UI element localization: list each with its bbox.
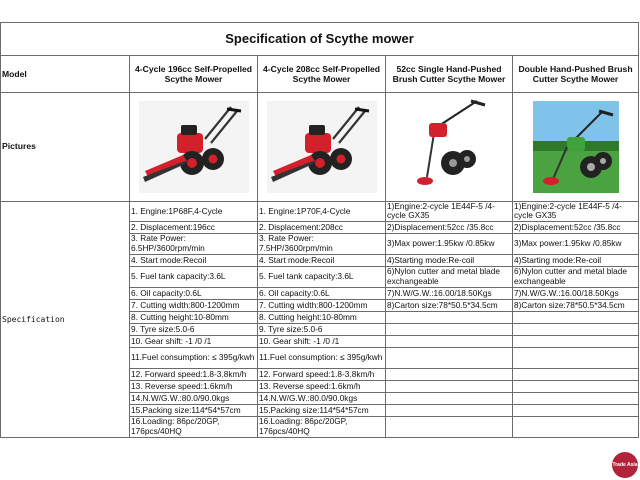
spec-cell: 4)Starting mode:Re-coil xyxy=(386,254,513,266)
brush-cutter-scythe-picture xyxy=(407,97,491,197)
spec-cell: 13. Reverse speed:1.6km/h xyxy=(130,380,258,392)
spec-cell: 1)Engine:2-cycle 1E44F-5 /4-cycle GX35 xyxy=(513,202,639,222)
spec-cell xyxy=(513,335,639,347)
spec-cell: 7)N.W/G.W.:16.00/18.50Kgs xyxy=(513,287,639,299)
spec-cell: 2)Displacement:52cc /35.8cc xyxy=(386,221,513,233)
spec-cell: 1)Engine:2-cycle 1E44F-5 /4-cycle GX35 xyxy=(386,202,513,222)
model-name: 4-Cycle 208cc Self-Propelled Scythe Mower xyxy=(258,56,386,93)
model-name: 4-Cycle 196cc Self-Propelled Scythe Mower xyxy=(130,56,258,93)
red-scythe-mower-picture xyxy=(267,101,377,193)
spec-cell: 4. Start mode:Recoil xyxy=(258,254,386,266)
spec-cell: 13. Reverse speed:1.6km/h xyxy=(258,380,386,392)
spec-cell: 9. Tyre size:5.0-6 xyxy=(258,323,386,335)
spec-cell xyxy=(513,380,639,392)
spec-cell: 14.N.W/G.W.:80.0/90.0kgs xyxy=(130,392,258,404)
spec-sheet xyxy=(0,22,638,438)
logo-text: Trade Asia xyxy=(612,462,638,468)
spec-cell xyxy=(386,323,513,335)
spec-cell: 3. Rate Power: 6.5HP/3600rpm/min xyxy=(130,233,258,254)
spec-cell: 7. Cutting width:800-1200mm xyxy=(258,299,386,311)
spec-cell xyxy=(513,416,639,437)
table-title: Specification of Scythe mower xyxy=(1,23,639,56)
spec-cell xyxy=(513,311,639,323)
spec-cell: 2. Displacement:196cc xyxy=(130,221,258,233)
spec-cell xyxy=(513,368,639,380)
spec-cell: 5. Fuel tank capacity:3.6L xyxy=(258,266,386,287)
spec-cell: 4)Starting mode:Re-coil xyxy=(513,254,639,266)
spec-cell: 6. Oil capacity:0.6L xyxy=(258,287,386,299)
spec-cell: 2)Displacement:52cc /35.8cc xyxy=(513,221,639,233)
red-scythe-mower-picture xyxy=(139,101,249,193)
title-row xyxy=(1,23,639,56)
spec-cell xyxy=(513,347,639,368)
green-brush-cutter-outdoor-picture xyxy=(533,101,619,193)
model-label: Model xyxy=(1,56,130,93)
picture-cell xyxy=(386,93,513,202)
picture-cell xyxy=(513,93,639,202)
spec-cell: 10. Gear shift: -1 /0 /1 xyxy=(130,335,258,347)
spec-cell: 16.Loading: 86pc/20GP, 176pcs/40HQ xyxy=(258,416,386,437)
spec-cell: 12. Forward speed:1.8-3.8km/h xyxy=(130,368,258,380)
spec-cell xyxy=(513,404,639,416)
spec-cell: 1. Engine:1P70F,4-Cycle xyxy=(258,202,386,222)
spec-cell: 3)Max power:1.95kw /0.85kw xyxy=(513,233,639,254)
spec-cell xyxy=(386,416,513,437)
spec-cell: 11.Fuel consumption: ≤ 395g/kwh xyxy=(258,347,386,368)
pictures-label: Pictures xyxy=(1,93,130,202)
spec-cell: 5. Fuel tank capacity:3.6L xyxy=(130,266,258,287)
model-name: Double Hand-Pushed Brush Cutter Scythe Mower xyxy=(513,56,639,93)
spec-cell: 8. Cutting height:10-80mm xyxy=(258,311,386,323)
spec-cell: 8. Cutting height:10-80mm xyxy=(130,311,258,323)
spec-cell: 14.N.W/G.W.:80.0/90.0kgs xyxy=(258,392,386,404)
spec-cell: 7. Cutting width:800-1200mm xyxy=(130,299,258,311)
spec-cell: 3)Max power:1.95kw /0.85kw xyxy=(386,233,513,254)
model-name: 52cc Single Hand-Pushed Brush Cutter Scythe Mower xyxy=(386,56,513,93)
picture-cell xyxy=(130,93,258,202)
spec-cell: 7)N.W/G.W.:16.00/18.50Kgs xyxy=(386,287,513,299)
spec-cell: 10. Gear shift: -1 /0 /1 xyxy=(258,335,386,347)
spec-cell xyxy=(386,380,513,392)
spec-cell: 2. Displacement:208cc xyxy=(258,221,386,233)
spec-cell: 11.Fuel consumption: ≤ 395g/kwh xyxy=(130,347,258,368)
spec-table xyxy=(0,22,639,438)
spec-cell xyxy=(386,368,513,380)
specification-label: Specification xyxy=(1,202,130,438)
pictures-row xyxy=(1,93,639,202)
spec-cell: 15.Packing size:114*54*57cm xyxy=(130,404,258,416)
spec-cell: 1. Engine:1P68F,4-Cycle xyxy=(130,202,258,222)
spec-cell: 6. Oil capacity:0.6L xyxy=(130,287,258,299)
trade-asia-logo xyxy=(612,452,638,478)
spec-cell xyxy=(513,323,639,335)
spec-cell: 8)Carton size:78*50.5*34.5cm xyxy=(513,299,639,311)
spec-cell: 15.Packing size:114*54*57cm xyxy=(258,404,386,416)
spec-cell: 4. Start mode:Recoil xyxy=(130,254,258,266)
picture-cell xyxy=(258,93,386,202)
spec-cell: 16.Loading: 86pc/20GP, 176pcs/40HQ xyxy=(130,416,258,437)
spec-cell xyxy=(386,335,513,347)
spec-cell xyxy=(386,404,513,416)
spec-cell: 12. Forward speed:1.8-3.8km/h xyxy=(258,368,386,380)
spec-cell: 3. Rate Power: 7.5HP/3600rpm/min xyxy=(258,233,386,254)
spec-cell xyxy=(386,392,513,404)
spec-cell: 6)Nylon cutter and metal blade exchangeable xyxy=(386,266,513,287)
model-row xyxy=(1,56,639,93)
spec-cell: 6)Nylon cutter and metal blade exchangeable xyxy=(513,266,639,287)
spec-cell: 8)Carton size:78*50.5*34.5cm xyxy=(386,299,513,311)
spec-cell: 9. Tyre size:5.0-6 xyxy=(130,323,258,335)
spec-cell xyxy=(386,347,513,368)
spec-cell xyxy=(386,311,513,323)
spec-cell xyxy=(513,392,639,404)
